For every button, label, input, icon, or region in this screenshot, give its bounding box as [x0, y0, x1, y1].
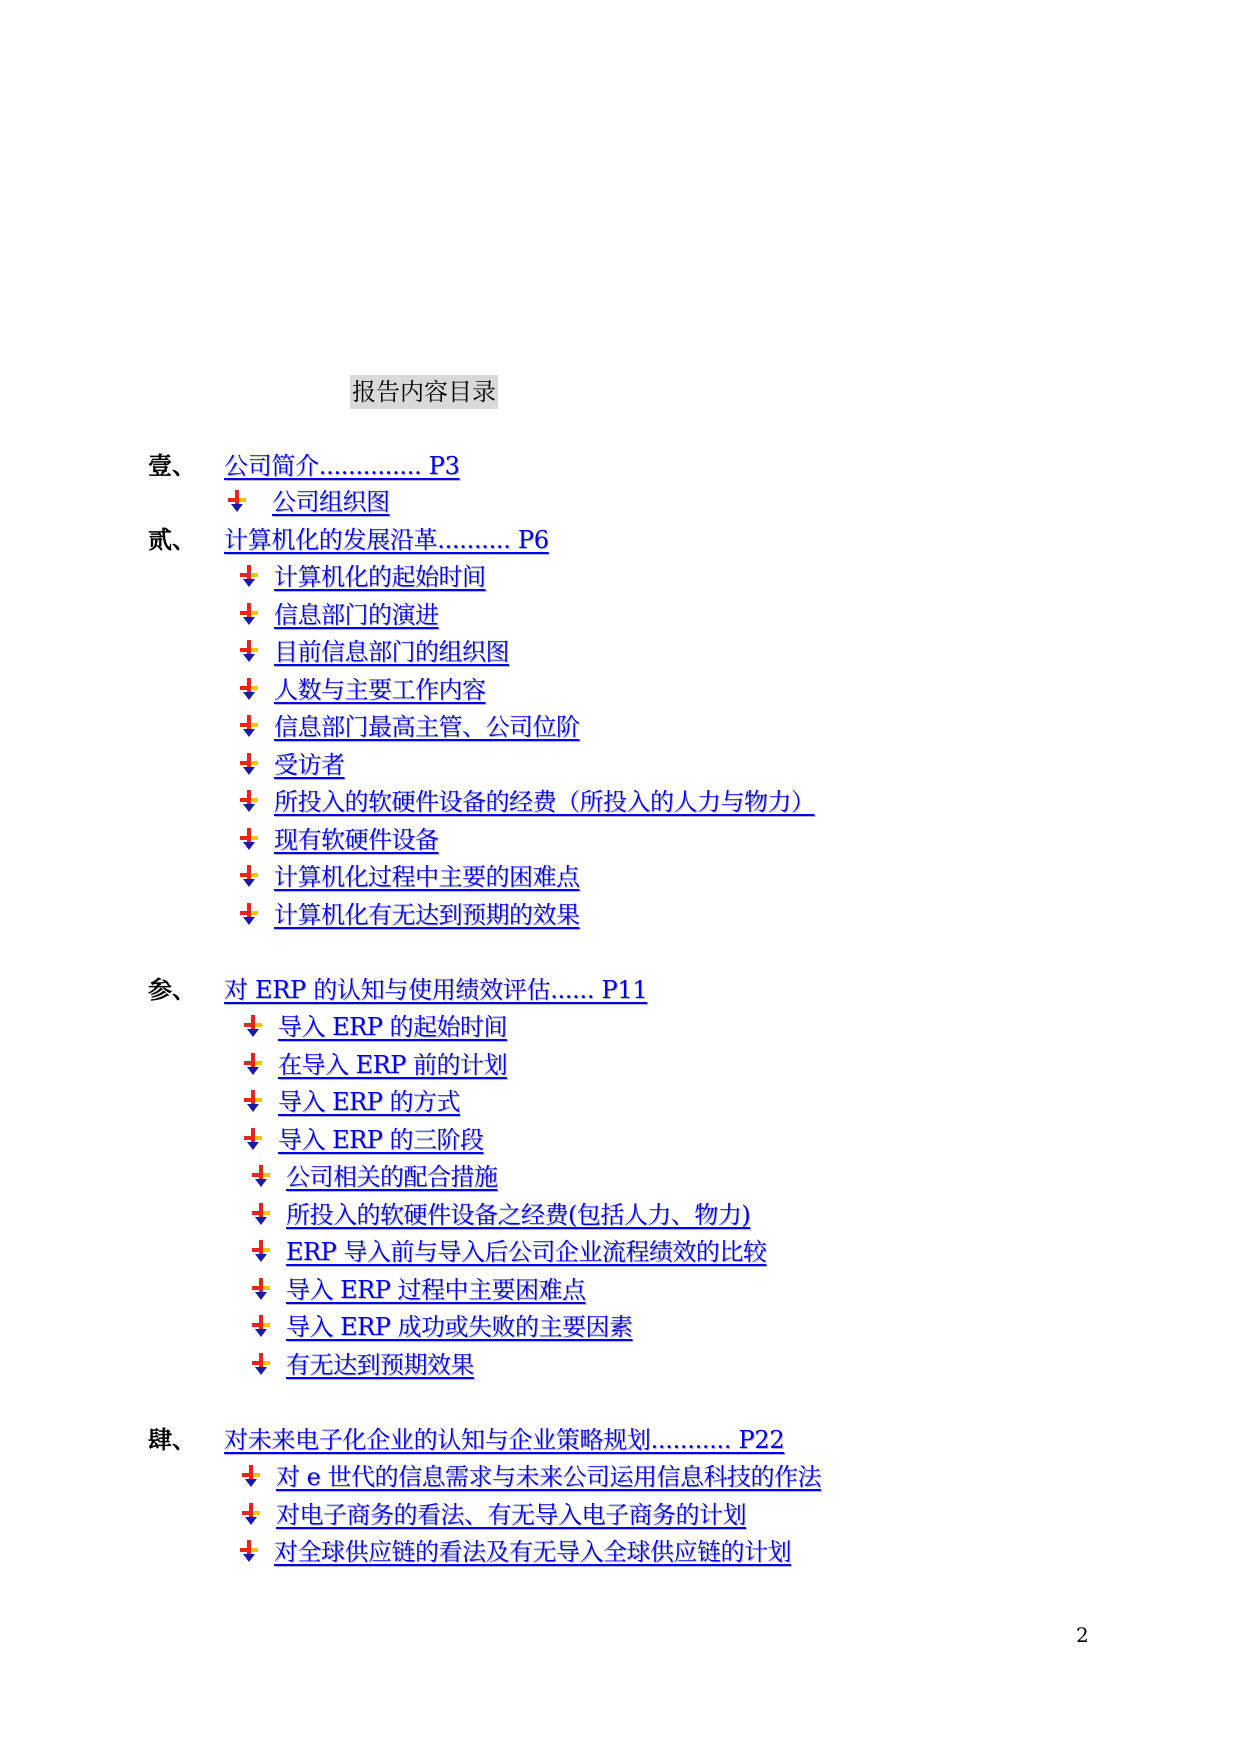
section-link-erp-evaluation[interactable]: 对 ERP 的认知与使用绩效评估...... P11	[224, 976, 648, 1004]
toc-item[interactable]	[236, 597, 439, 633]
section-number: 壹、	[148, 451, 196, 480]
arrow-down-bullet-icon	[236, 676, 262, 702]
toc-item[interactable]	[236, 634, 509, 670]
section-number: 肆、	[148, 1425, 196, 1454]
page-number: 2	[1076, 1623, 1089, 1647]
toc-item-link[interactable]: 目前信息部门的组织图	[274, 638, 509, 666]
arrow-down-bullet-icon	[236, 713, 262, 739]
toc-section-2	[0, 522, 1241, 558]
toc-item-link[interactable]: 计算机化的起始时间	[274, 563, 486, 591]
toc-item-link[interactable]: 导入 ERP 成功或失败的主要因素	[286, 1313, 633, 1341]
toc-item-link[interactable]: 计算机化有无达到预期的效果	[274, 901, 580, 929]
section-number: 参、	[148, 975, 196, 1004]
section-link-company-intro[interactable]: 公司简介.............. P3	[224, 452, 460, 480]
arrow-down-bullet-icon	[240, 1126, 266, 1152]
toc-item[interactable]	[236, 672, 486, 708]
arrow-down-bullet-icon	[240, 1013, 266, 1039]
toc-item-link[interactable]: 公司组织图	[272, 488, 390, 516]
section-number: 贰、	[148, 525, 196, 554]
toc-item-link[interactable]: 计算机化过程中主要的困难点	[274, 863, 580, 891]
arrow-down-bullet-icon	[236, 788, 262, 814]
arrow-down-bullet-icon	[236, 563, 262, 589]
arrow-down-bullet-icon	[236, 863, 262, 889]
toc-item[interactable]	[236, 559, 486, 595]
toc-section-3	[0, 972, 1241, 1008]
arrow-down-bullet-icon	[238, 1463, 264, 1489]
toc-item[interactable]	[248, 1272, 586, 1308]
toc-item-link[interactable]: 导入 ERP 过程中主要困难点	[286, 1276, 586, 1304]
toc-item-link[interactable]: ERP 导入前与导入后公司企业流程绩效的比较	[286, 1238, 767, 1266]
toc-item-link[interactable]: 对电子商务的看法、有无导入电子商务的计划	[276, 1501, 746, 1529]
arrow-down-bullet-icon	[240, 1051, 266, 1077]
toc-item[interactable]	[238, 1497, 746, 1533]
toc-item[interactable]	[236, 747, 345, 783]
toc-item[interactable]	[236, 859, 580, 895]
arrow-down-bullet-icon	[248, 1238, 274, 1264]
toc-item-link[interactable]: 所投入的软硬件设备的经费（所投入的人力与物力）	[274, 788, 815, 816]
toc-item-link[interactable]: 受访者	[274, 751, 345, 779]
toc-item[interactable]	[240, 1122, 484, 1158]
arrow-down-bullet-icon	[248, 1201, 274, 1227]
toc-item-link[interactable]: 所投入的软硬件设备之经费(包括人力、物力)	[286, 1201, 751, 1229]
arrow-down-bullet-icon	[236, 601, 262, 627]
toc-item-link[interactable]: 导入 ERP 的方式	[278, 1088, 460, 1116]
arrow-down-bullet-icon	[240, 1088, 266, 1114]
toc-item[interactable]	[248, 1159, 498, 1195]
arrow-down-bullet-icon	[236, 901, 262, 927]
toc-item-link[interactable]: 导入 ERP 的起始时间	[278, 1013, 507, 1041]
arrow-down-bullet-icon	[236, 751, 262, 777]
arrow-down-bullet-icon	[248, 1351, 274, 1377]
arrow-down-bullet-icon	[238, 1501, 264, 1527]
toc-item[interactable]	[224, 484, 390, 520]
toc-item-link[interactable]: 对全球供应链的看法及有无导入全球供应链的计划	[274, 1538, 791, 1566]
toc-item[interactable]	[240, 1047, 507, 1083]
toc-section-4	[0, 1422, 1241, 1458]
toc-item[interactable]	[248, 1234, 766, 1270]
toc-item-link[interactable]: 现有软硬件设备	[274, 826, 439, 854]
arrow-down-bullet-icon	[248, 1313, 274, 1339]
toc-item-link[interactable]: 在导入 ERP 前的计划	[278, 1051, 507, 1079]
toc-item-link[interactable]: 公司相关的配合措施	[286, 1163, 498, 1191]
toc-section-1	[0, 448, 1241, 484]
toc-item[interactable]	[236, 897, 580, 933]
toc-item-link[interactable]: 信息部门的演进	[274, 601, 439, 629]
toc-item[interactable]	[236, 1534, 791, 1570]
toc-title: 报告内容目录	[350, 375, 498, 409]
arrow-down-bullet-icon	[236, 826, 262, 852]
section-link-computerization-history[interactable]: 计算机化的发展沿革.......... P6	[224, 526, 549, 554]
toc-item[interactable]	[236, 784, 815, 820]
toc-item[interactable]	[238, 1459, 821, 1495]
toc-item-link[interactable]: 导入 ERP 的三阶段	[278, 1126, 484, 1154]
toc-item[interactable]	[240, 1084, 460, 1120]
arrow-down-bullet-icon	[224, 488, 250, 514]
toc-item[interactable]	[248, 1309, 633, 1345]
toc-item[interactable]	[236, 822, 439, 858]
toc-item[interactable]	[248, 1197, 750, 1233]
toc-item-link[interactable]: 有无达到预期效果	[286, 1351, 474, 1379]
toc-item-link[interactable]: 对 e 世代的信息需求与未来公司运用信息科技的作法	[276, 1463, 821, 1491]
toc-item[interactable]	[240, 1009, 507, 1045]
arrow-down-bullet-icon	[248, 1163, 274, 1189]
arrow-down-bullet-icon	[248, 1276, 274, 1302]
arrow-down-bullet-icon	[236, 638, 262, 664]
toc-item-link[interactable]: 信息部门最高主管、公司位阶	[274, 713, 580, 741]
section-link-e-business-strategy[interactable]: 对未来电子化企业的认知与企业策略规划........... P22	[224, 1426, 785, 1454]
toc-item-link[interactable]: 人数与主要工作内容	[274, 676, 486, 704]
toc-item[interactable]	[248, 1347, 474, 1383]
arrow-down-bullet-icon	[236, 1538, 262, 1564]
toc-item[interactable]	[236, 709, 580, 745]
